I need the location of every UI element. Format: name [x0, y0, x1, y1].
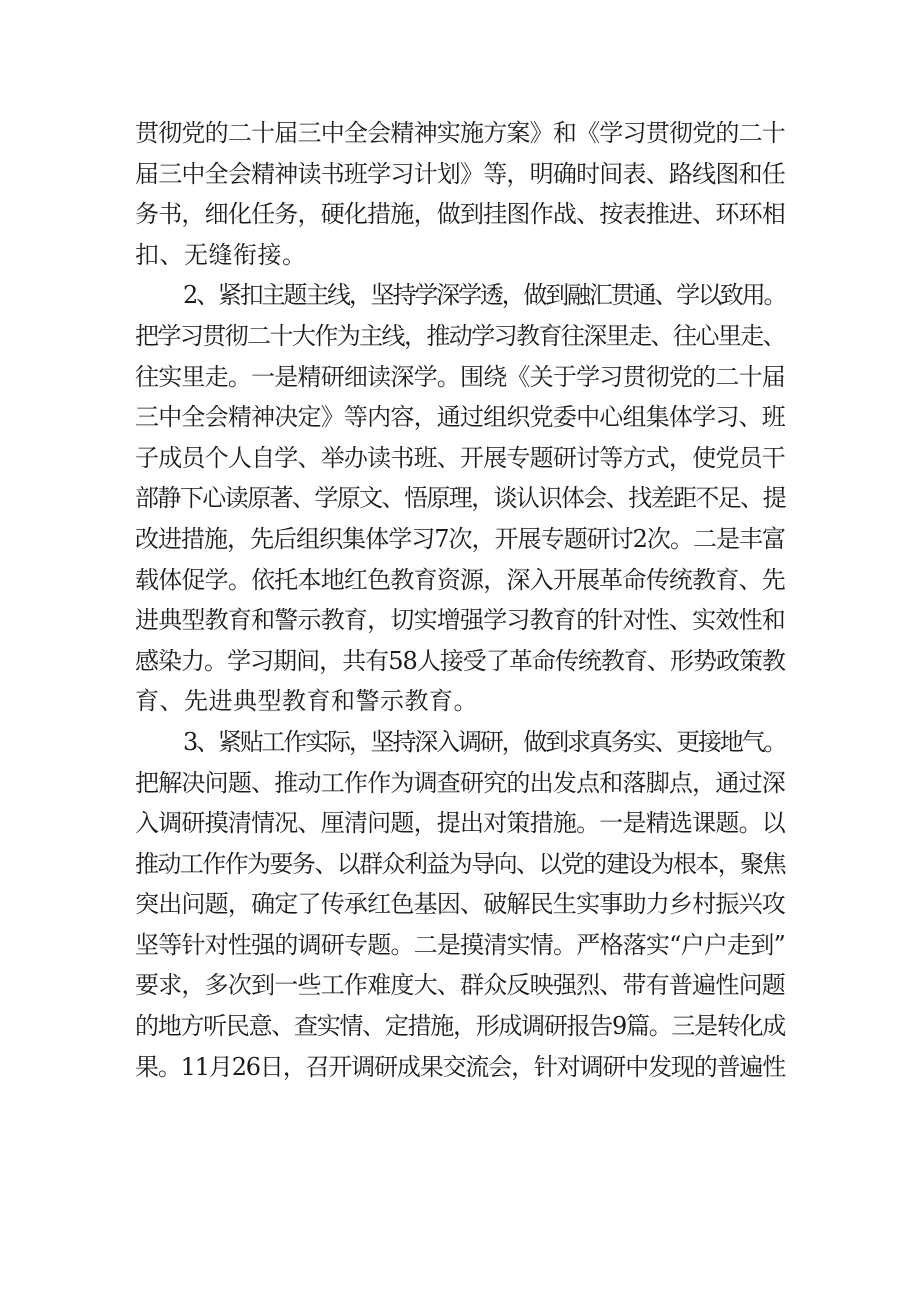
- text-line: 入调研摸清情况、厘清问题，提出对策措施。一是精选课题。以: [135, 809, 785, 838]
- text-line: 贯彻党的二十届三中全会精神实施方案》和《学习贯彻党的二十: [135, 119, 785, 147]
- text-line: 坚等针对性强的调研专题。二是摸清实情。严格落实“户户走到”: [135, 930, 786, 959]
- text-line: 的地方听民意、查实情、定措施，形成调研报告9篇。三是转化成: [135, 1012, 785, 1041]
- text-line: 果。11月26日，召开调研成果交流会，针对调研中发现的普遍性: [135, 1052, 786, 1081]
- text-line: 务书，细化任务，硬化措施，做到挂图作战、按表推进、环环相: [135, 200, 785, 229]
- text-line: 2、紧扣主题主线，坚持学深学透，做到融汇贯通、学以致用。: [183, 281, 786, 310]
- text-line: 进典型教育和警示教育，切实增强学习教育的针对性、实效性和: [135, 606, 785, 635]
- text-line: 子成员个人自学、举办读书班、开展专题研讨等方式，使党员干: [135, 443, 785, 472]
- text-line: 育、先进典型教育和警示教育。: [135, 687, 478, 716]
- text-line: 推动工作作为要务、以群众利益为导向、以党的建设为根本，聚焦: [135, 849, 785, 878]
- text-line: 往实里走。一是精研细读深学。围绕《关于学习贯彻党的二十届: [135, 362, 785, 391]
- paragraph-section-3: [135, 722, 785, 1087]
- paragraph-continuation: [135, 113, 785, 275]
- text-line: 感染力。学习期间，共有58人接受了革命传统教育、形势政策教: [135, 646, 786, 675]
- text-line: 突出问题，确定了传承红色基因、破解民生实事助力乡村振兴攻: [135, 890, 785, 919]
- text-line: 三中全会精神决定》等内容，通过组织党委中心组集体学习、班: [135, 403, 785, 432]
- text-line: 要求，多次到一些工作难度大、群众反映强烈、带有普遍性问题: [135, 971, 785, 1000]
- document-body: [135, 113, 785, 1087]
- text-line: 把解决问题、推动工作作为调查研究的出发点和落脚点，通过深: [135, 768, 785, 797]
- text-line: 载体促学。依托本地红色教育资源，深入开展革命传统教育、先: [135, 565, 785, 594]
- text-line: 部静下心读原著、学原文、悟原理，谈认识体会、找差距不足、提: [135, 484, 785, 513]
- text-line: 扣、无缝衔接。: [135, 240, 307, 269]
- text-line: 届三中全会精神读书班学习计划》等，明确时间表、路线图和任: [135, 159, 785, 188]
- text-line: 改进措施，先后组织集体学习7次，开展专题研讨2次。二是丰富: [135, 524, 786, 553]
- text-line: 3、紧贴工作实际，坚持深入调研，做到求真务实、更接地气。: [183, 727, 786, 756]
- paragraph-section-2: [135, 275, 785, 722]
- text-line: 把学习贯彻二十大作为主线，推动学习教育往深里走、往心里走、: [135, 321, 785, 350]
